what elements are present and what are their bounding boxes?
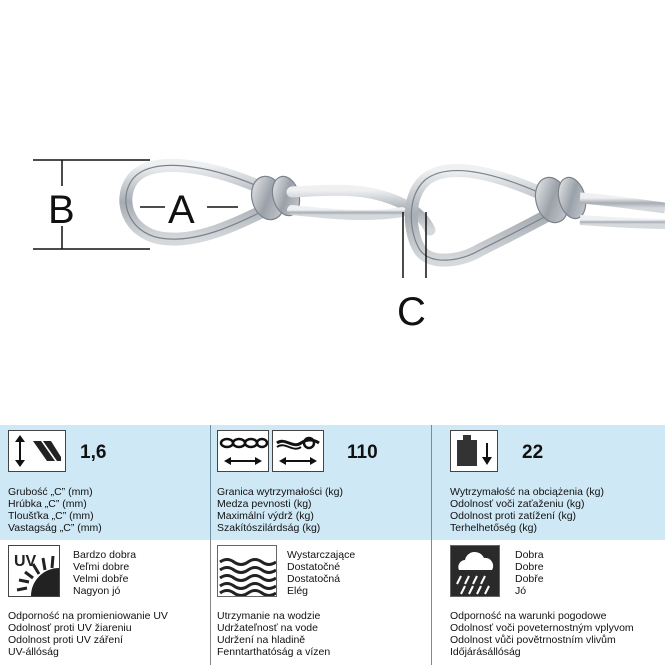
property-uv-title: Odporność na promieniowanie UV Odolnosť proti UV žiareniu Odolnost proti UV záření UV-állóság [8,610,168,658]
property-weather-title: Odporność na warunki pogodowe Odolnosť voči poveternostným vplyvom Odolnost vůči povětrnostním vlivům Időjárásállóság [450,610,634,658]
label-c: C [397,290,426,334]
svg-text:UV: UV [14,553,37,570]
chain-link-2 [411,171,548,261]
spec-load-value: 22 [522,442,544,463]
wire-thickness-icon [8,430,66,472]
rain-cloud-icon [450,545,500,597]
property-water-title: Utrzymanie na wodzie Udržateľnosť na vode Udržení na hladině Fenntarthatóság a vízen [217,610,331,658]
properties-band [0,540,665,665]
label-a: A [168,188,195,232]
rope-strength-icon [272,430,324,472]
property-water [211,540,431,665]
chain-wire-2 [580,198,665,208]
property-weather-rating: Dobra Dobre Dobře Jó [515,549,544,597]
spec-thickness-value: 1,6 [80,442,107,463]
property-uv-rating: Bardzo dobra Veľmi dobre Velmi dobře Nagyon jó [73,549,137,597]
property-uv [0,540,210,665]
water-waves-icon [217,545,277,597]
label-b: B [48,188,75,232]
spec-breaking-strength-labels: Granica wytrzymałości (kg) Medza pevnosti (kg) Maximální výdrž (kg) Szakítószilárdság (kg) [217,486,344,534]
property-weather [432,540,665,665]
property-water-rating: Wystarczające Dostatočné Dostatočná Elég [287,549,356,597]
chain-break-strength-icon [217,430,269,472]
spec-load [432,425,665,540]
spec-thickness [0,425,210,540]
spec-thickness-labels: Grubość „C” (mm) Hrúbka „C” (mm) Tloušťka „C” (mm) Vastagság „C” (mm) [8,486,102,534]
chain-link-1 [126,165,265,239]
spec-breaking-strength-value: 110 [347,442,378,463]
weight-load-icon [450,430,498,472]
spec-load-labels: Wytrzymałość na obciążenia (kg) Odolnosť voči zaťaženiu (kg) Odolnost proti zatížení (kg) Terhelhetőség (kg) [450,486,604,534]
spec-band [0,425,665,540]
spec-breaking-strength [211,425,431,540]
uv-sun-icon [8,545,60,597]
